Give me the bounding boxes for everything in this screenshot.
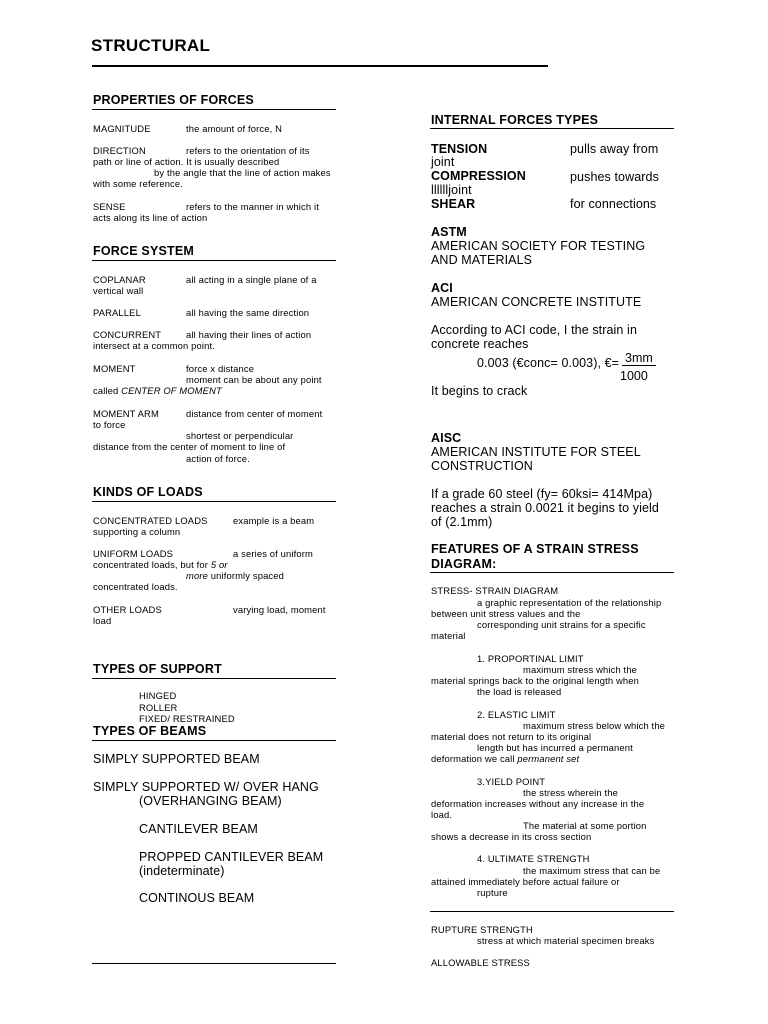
elastic-limit-head: 2. ELASTIC LIMIT (477, 709, 556, 720)
moment-arm-def-4: distance from the center of moment to line of (93, 441, 286, 452)
ultimate-strength-2: attained immediately before actual failure or (431, 876, 620, 887)
uniform-loads-term: UNIFORM LOADS (93, 548, 174, 559)
allowable-stress-term: ALLOWABLE STRESS (431, 957, 530, 968)
yield-point-1: the stress wherein the (523, 787, 619, 798)
beam-propped-1: PROPPED CANTILEVER BEAM (139, 850, 324, 864)
moment-arm-term: MOMENT ARM (93, 408, 159, 419)
uniform-loads-def-1: a series of uniform (233, 548, 313, 559)
support-item-roller: ROLLER (139, 702, 178, 713)
rupture-strength-term: RUPTURE STRENGTH (431, 924, 533, 935)
coplanar-def-1: all acting in a single plane of a (186, 274, 317, 285)
yield-point-4: The material at some portion (523, 820, 647, 831)
elastic-limit-2: material does not return to its original (431, 731, 592, 742)
parallel-term: PARALLEL (93, 307, 141, 318)
beam-overhang-2: (OVERHANGING BEAM) (139, 794, 282, 808)
aisc-abbr: AISC (431, 431, 462, 445)
force-system-heading: FORCE SYSTEM (93, 244, 195, 258)
ssd-def-2: between unit stress values and the (431, 608, 581, 619)
aci-numerator: 3mm (625, 351, 653, 365)
features-heading-1: FEATURES OF A STRAIN STRESS (431, 542, 639, 556)
page-title: STRUCTURAL (91, 36, 211, 55)
aci-formula: 0.003 (€conc= 0.003), €= (477, 356, 620, 370)
coplanar-term: COPLANAR (93, 274, 146, 285)
yield-point-2: deformation increases without any increase in the (431, 798, 645, 809)
sense-def-2: acts along its line of action (93, 212, 208, 223)
ultimate-strength-1: the maximum stress that can be (523, 865, 661, 876)
concentrated-loads-term: CONCENTRATED LOADS (93, 515, 208, 526)
concentrated-loads-def-1: example is a beam (233, 515, 315, 526)
loads-heading: KINDS OF LOADS (93, 485, 203, 499)
aisc-text-3: of (2.1mm) (431, 515, 493, 529)
loads-rule (92, 501, 336, 502)
tension-def: pulls away from (570, 142, 659, 156)
aci-denominator: 1000 (620, 369, 648, 383)
shear-def: for connections (570, 197, 657, 211)
direction-def-2: path or line of action. It is usually described (93, 156, 280, 167)
moment-term: MOMENT (93, 363, 136, 374)
beams-heading: TYPES OF BEAMS (93, 724, 207, 738)
support-item-fixed: FIXED/ RESTRAINED (139, 713, 235, 724)
elastic-limit-4-pre: deformation we call (431, 753, 515, 764)
beams-rule (92, 740, 336, 741)
rupture-strength-def: stress at which material specimen breaks (477, 935, 655, 946)
concurrent-term: CONCURRENT (93, 329, 162, 340)
aisc-full-1: AMERICAN INSTITUTE FOR STEEL (431, 445, 641, 459)
proportional-limit-head: 1. PROPORTINAL LIMIT (477, 653, 584, 664)
direction-def-1: refers to the orientation of its (186, 145, 310, 156)
properties-heading: PROPERTIES OF FORCES (93, 93, 254, 107)
sense-term: SENSE (93, 201, 126, 212)
features-bottom-rule (430, 911, 674, 912)
aci-crack: It begins to crack (431, 384, 528, 398)
ssd-def-4: material (431, 630, 466, 641)
support-rule (92, 678, 336, 679)
uniform-loads-more: more (186, 570, 208, 581)
uniform-loads-def-2 (93, 559, 228, 570)
astm-abbr: ASTM (431, 225, 467, 239)
moment-arm-def-3: shortest or perpendicular (186, 430, 294, 441)
compression-def: pushes towards (570, 170, 659, 184)
proportional-limit-1: maximum stress which the (523, 664, 638, 675)
force-system-rule (92, 260, 336, 261)
uniform-loads-def-4: concentrated loads. (93, 581, 178, 592)
ssd-term: STRESS- STRAIN DIAGRAM (431, 585, 559, 596)
moment-arm-def-5: action of force. (186, 453, 250, 464)
compression-cont: lllllljoint (431, 183, 472, 197)
aci-full: AMERICAN CONCRETE INSTITUTE (431, 295, 642, 309)
internal-forces-rule (430, 128, 674, 129)
ssd-def-3: corresponding unit strains for a specific (477, 619, 646, 630)
parallel-def: all having the same direction (186, 307, 310, 318)
aisc-text-2: reaches a strain 0.0021 it begins to yield (431, 501, 659, 515)
yield-point-5: shows a decrease in its cross section (431, 831, 592, 842)
shear-term: SHEAR (431, 197, 476, 211)
direction-def-3: by the angle that the line of action makes (154, 167, 331, 178)
magnitude-term: MAGNITUDE (93, 123, 151, 134)
uniform-loads-5-or: 5 or (210, 559, 228, 570)
uniform-loads-def-3 (186, 570, 284, 581)
beam-continuous: CONTINOUS BEAM (139, 891, 255, 905)
left-bottom-rule (92, 963, 336, 964)
direction-def-4: with some reference. (93, 178, 184, 189)
moment-def-3 (93, 385, 222, 396)
moment-arm-def-1: distance from center of moment (186, 408, 323, 419)
aci-text-1: According to ACI code, I the strain in (431, 323, 637, 337)
moment-def-3-pre: called (93, 385, 119, 396)
internal-forces-heading: INTERNAL FORCES TYPES (431, 113, 599, 127)
other-loads-def-2: load (93, 615, 112, 626)
properties-rule (92, 109, 336, 110)
support-heading: TYPES OF SUPPORT (93, 662, 222, 676)
title-rule (92, 65, 548, 67)
yield-point-3: load. (431, 809, 453, 820)
direction-term: DIRECTION (93, 145, 146, 156)
magnitude-def: the amount of force, N (186, 123, 283, 134)
astm-full-2: AND MATERIALS (431, 253, 533, 267)
uniform-loads-def-2-pre: concentrated loads, but for (93, 559, 209, 570)
coplanar-def-2: vertical wall (93, 285, 144, 296)
other-loads-def-1: varying load, moment (233, 604, 326, 615)
aisc-text-1: If a grade 60 steel (fy= 60ksi= 414Mpa) (431, 487, 653, 501)
other-loads-term: OTHER LOADS (93, 604, 162, 615)
ssd-def-1: a graphic representation of the relationship (477, 597, 662, 608)
proportional-limit-3: the load is released (477, 686, 562, 697)
fraction-bar (622, 365, 656, 366)
astm-full-1: AMERICAN SOCIETY FOR TESTING (431, 239, 646, 253)
yield-point-head: 3.YIELD POINT (477, 776, 546, 787)
features-heading-2: DIAGRAM: (431, 557, 497, 571)
moment-def-2: moment can be about any point (186, 374, 322, 385)
concentrated-loads-def-2: supporting a column (93, 526, 181, 537)
permanent-set-em: permanent set (517, 753, 580, 764)
aci-abbr: ACI (431, 281, 453, 295)
features-rule (430, 572, 674, 573)
ultimate-strength-head: 4. ULTIMATE STRENGTH (477, 853, 590, 864)
proportional-limit-2: material springs back to the original length when (431, 675, 639, 686)
center-of-moment-em: CENTER OF MOMENT (121, 385, 222, 396)
sense-def-1: refers to the manner in which it (186, 201, 319, 212)
elastic-limit-4 (431, 753, 579, 764)
tension-term: TENSION (431, 142, 488, 156)
beam-propped-2: (indeterminate) (139, 864, 225, 878)
elastic-limit-3: length but has incurred a permanent (477, 742, 633, 753)
moment-def-1: force x distance (186, 363, 255, 374)
support-item-hinged: HINGED (139, 690, 177, 701)
aci-text-2: concrete reaches (431, 337, 529, 351)
ultimate-strength-3: rupture (477, 887, 508, 898)
elastic-limit-1: maximum stress below which the (523, 720, 666, 731)
beam-cantilever: CANTILEVER BEAM (139, 822, 258, 836)
uniform-loads-def-3-post: uniformly spaced (210, 570, 285, 581)
beam-simply-supported: SIMPLY SUPPORTED BEAM (93, 752, 260, 766)
beam-overhang-1: SIMPLY SUPPORTED W/ OVER HANG (93, 780, 319, 794)
moment-arm-def-2: to force (93, 419, 126, 430)
aisc-full-2: CONSTRUCTION (431, 459, 533, 473)
compression-term: COMPRESSION (431, 169, 526, 183)
tension-cont: joint (431, 155, 455, 169)
concurrent-def-1: all having their lines of action (186, 329, 312, 340)
concurrent-def-2: intersect at a common point. (93, 340, 215, 351)
